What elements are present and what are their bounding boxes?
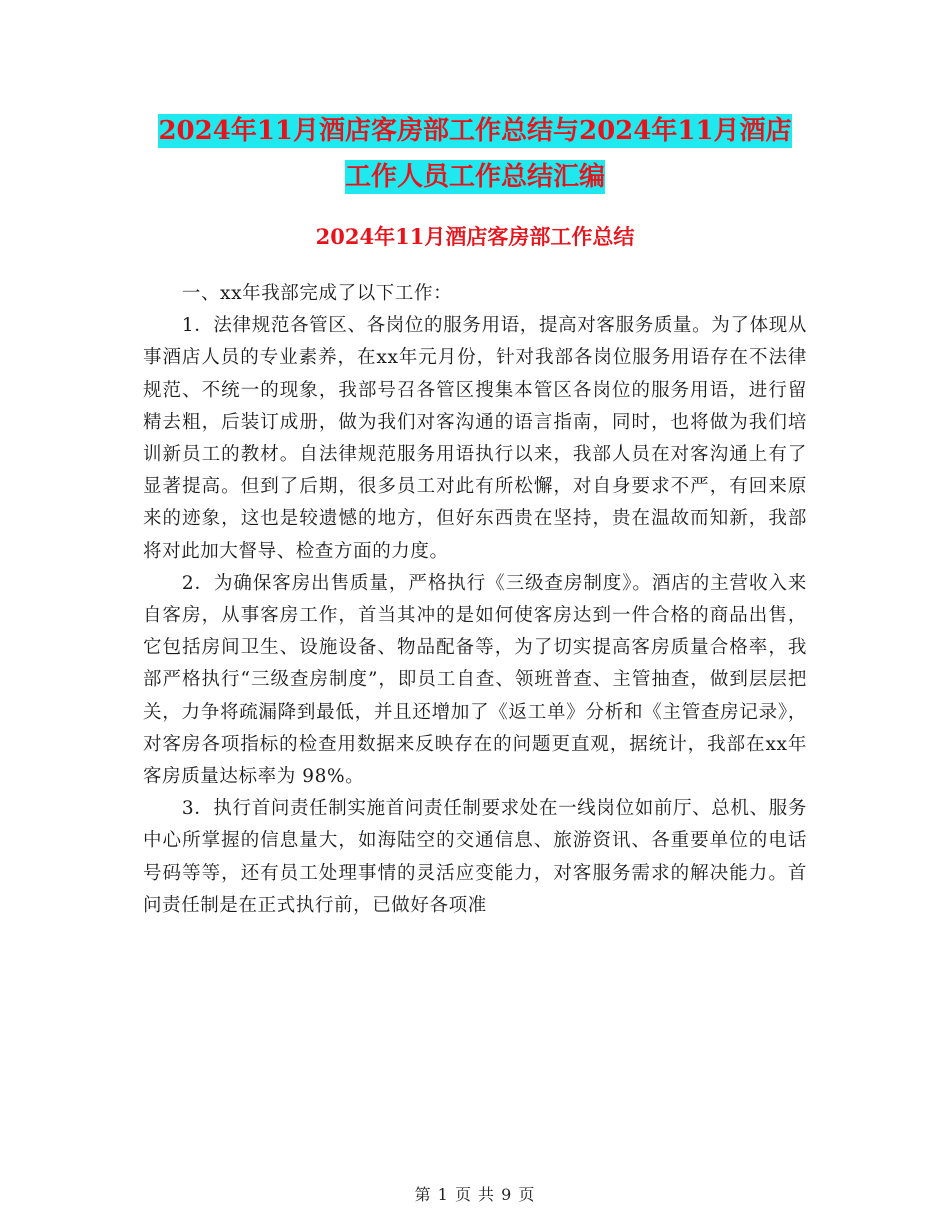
document-title-line-1: 2024年11月酒店客房部工作总结与2024年11月酒店 [158, 116, 792, 146]
document-title-line-2: 工作人员工作总结汇编 [344, 162, 605, 192]
paragraph-3: 3．执行首问责任制实施首问责任制要求处在一线岗位如前厅、总机、服务中心所掌握的信息量大，如海陆空的交通信息、旅游资讯、各重要单位的电话号码等等，还有员工处理事情的灵活应变能力，对客服务需求的解决能力。首问责任制是在正式执行前，已做好各项准 [143, 798, 807, 916]
paragraph-intro: 一、xx年我部完成了以下工作： [181, 283, 453, 304]
document-body [143, 278, 807, 922]
paragraph-1: 1．法律规范各管区、各岗位的服务用语，提高对客服务质量。为了体现从事酒店人员的专业素养，在xx年元月份，针对我部各岗位服务用语存在不法律规范、不统一的现象，我部号召各管区搜集本管区各岗位的服务用语，进行留精去粗，后装订成册，做为我们对客沟通的语言指南，同时，也将做为我们培训新员工的教材。自法律规范服务用语执行以来，我部人员在对客沟通上有了显著提高。但到了后期，很多员工对此有所松懈，对自身要求不严，有回来原来的迹象，这也是较遗憾的地方，但好东西贵在坚持，贵在温故而知新，我部将对此加大督导、检查方面的力度。 [143, 315, 807, 562]
paragraph-2: 2．为确保客房出售质量，严格执行《三级查房制度》。酒店的主营收入来自客房，从事客房工作，首当其冲的是如何使客房达到一件合格的商品出售，它包括房间卫生、设施设备、物品配备等，为了切实提高客房质量合格率，我部严格执行“三级查房制度”，即员工自查、领班普查、主管抽查，做到层层把关，力争将疏漏降到最低，并且还增加了《返工单》分析和《主管查房记录》，对客房各项指标的检查用数据来反映存在的问题更直观，据统计，我部在xx年客房质量达标率为 98%。 [143, 572, 807, 788]
document-title [0, 108, 950, 200]
section-title: 2024年11月酒店客房部工作总结 [315, 224, 635, 249]
page-footer: 第 1 页 共 9 页 [414, 1185, 536, 1204]
